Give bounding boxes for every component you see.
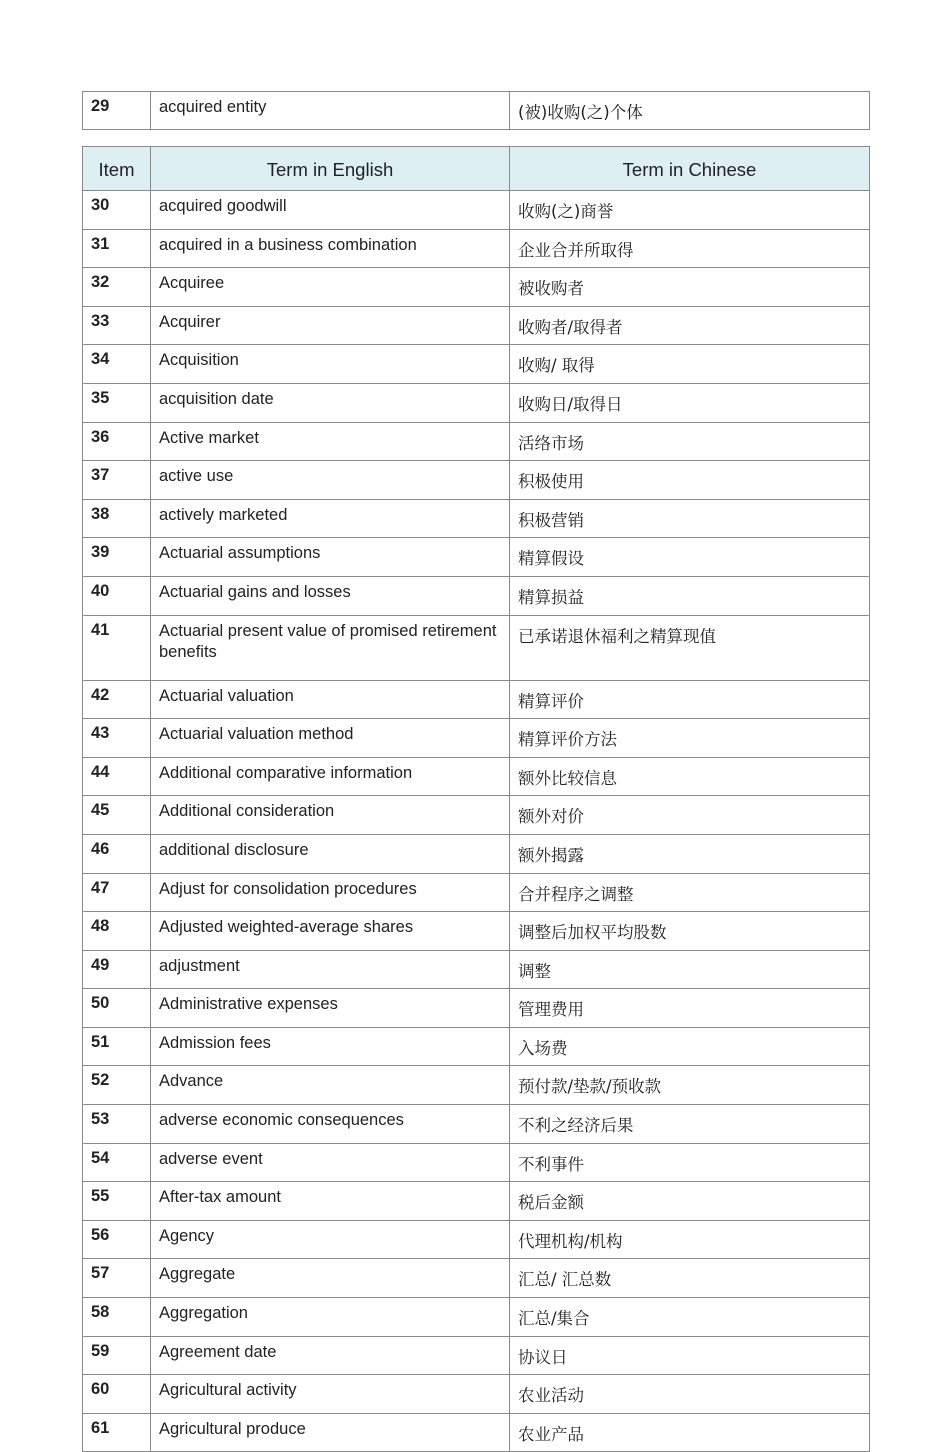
table-header-row bbox=[83, 147, 870, 191]
term-chinese: 管理费用 bbox=[510, 989, 870, 1028]
table-row bbox=[83, 615, 870, 680]
term-english: additional disclosure bbox=[151, 834, 510, 873]
term-english: acquired goodwill bbox=[151, 191, 510, 230]
item-number: 58 bbox=[83, 1298, 151, 1337]
term-chinese: 预付款/垫款/预收款 bbox=[510, 1066, 870, 1105]
term-chinese: 合并程序之调整 bbox=[510, 873, 870, 912]
term-chinese: 代理机构/机构 bbox=[510, 1220, 870, 1259]
term-english: Acquisition bbox=[151, 345, 510, 384]
term-english: Additional consideration bbox=[151, 796, 510, 835]
item-number: 60 bbox=[83, 1375, 151, 1414]
item-number: 32 bbox=[83, 268, 151, 307]
table-row bbox=[83, 950, 870, 989]
term-english: Aggregate bbox=[151, 1259, 510, 1298]
term-english: Agency bbox=[151, 1220, 510, 1259]
term-english: Actuarial assumptions bbox=[151, 538, 510, 577]
term-chinese: 活络市场 bbox=[510, 422, 870, 461]
term-chinese: 企业合并所取得 bbox=[510, 229, 870, 268]
term-english: Aggregation bbox=[151, 1298, 510, 1337]
term-chinese: 额外对价 bbox=[510, 796, 870, 835]
item-number: 39 bbox=[83, 538, 151, 577]
table-row bbox=[83, 345, 870, 384]
table-row bbox=[83, 989, 870, 1028]
item-number: 34 bbox=[83, 345, 151, 384]
term-chinese: 汇总/ 汇总数 bbox=[510, 1259, 870, 1298]
term-english: Agreement date bbox=[151, 1336, 510, 1375]
term-chinese: 精算评价 bbox=[510, 680, 870, 719]
table-row bbox=[83, 719, 870, 758]
table-row bbox=[83, 1220, 870, 1259]
term-english: Acquirer bbox=[151, 306, 510, 345]
table-row bbox=[83, 1259, 870, 1298]
table-row bbox=[83, 1105, 870, 1144]
term-chinese: 额外比较信息 bbox=[510, 757, 870, 796]
term-english: actively marketed bbox=[151, 499, 510, 538]
table-row bbox=[83, 1298, 870, 1337]
item-number: 38 bbox=[83, 499, 151, 538]
table-row bbox=[83, 1143, 870, 1182]
item-number: 30 bbox=[83, 191, 151, 230]
item-number: 46 bbox=[83, 834, 151, 873]
table-row bbox=[83, 757, 870, 796]
term-english: Adjusted weighted-average shares bbox=[151, 912, 510, 951]
term-english: Additional comparative information bbox=[151, 757, 510, 796]
item-number: 59 bbox=[83, 1336, 151, 1375]
item-number: 51 bbox=[83, 1027, 151, 1066]
term-english: Actuarial gains and losses bbox=[151, 576, 510, 615]
item-number: 40 bbox=[83, 576, 151, 615]
table-row bbox=[83, 461, 870, 500]
term-english: Admission fees bbox=[151, 1027, 510, 1066]
term-chinese: 精算评价方法 bbox=[510, 719, 870, 758]
term-english: adjustment bbox=[151, 950, 510, 989]
table-row bbox=[83, 383, 870, 422]
table-row bbox=[83, 1066, 870, 1105]
term-english: Actuarial present value of promised retirement benefits bbox=[151, 615, 510, 680]
item-number: 44 bbox=[83, 757, 151, 796]
table-row bbox=[83, 1182, 870, 1221]
table-row bbox=[83, 306, 870, 345]
item-number: 42 bbox=[83, 680, 151, 719]
item-number: 45 bbox=[83, 796, 151, 835]
item-number: 52 bbox=[83, 1066, 151, 1105]
item-number: 36 bbox=[83, 422, 151, 461]
item-number: 50 bbox=[83, 989, 151, 1028]
term-chinese: 调整 bbox=[510, 950, 870, 989]
glossary-table bbox=[82, 146, 870, 1452]
table-row bbox=[83, 576, 870, 615]
table-row bbox=[83, 422, 870, 461]
term-english: Actuarial valuation bbox=[151, 680, 510, 719]
term-english: Administrative expenses bbox=[151, 989, 510, 1028]
item-number: 31 bbox=[83, 229, 151, 268]
item-number: 54 bbox=[83, 1143, 151, 1182]
term-chinese: 不利事件 bbox=[510, 1143, 870, 1182]
table-row bbox=[83, 268, 870, 307]
item-number: 33 bbox=[83, 306, 151, 345]
term-english: acquired entity bbox=[151, 92, 510, 130]
glossary-rows bbox=[83, 191, 870, 1452]
term-english: acquisition date bbox=[151, 383, 510, 422]
term-english: Advance bbox=[151, 1066, 510, 1105]
term-english: adverse event bbox=[151, 1143, 510, 1182]
item-number: 47 bbox=[83, 873, 151, 912]
term-chinese: 收购者/取得者 bbox=[510, 306, 870, 345]
term-chinese: 农业活动 bbox=[510, 1375, 870, 1414]
table-row bbox=[83, 912, 870, 951]
table-row bbox=[83, 873, 870, 912]
term-english: adverse economic consequences bbox=[151, 1105, 510, 1144]
item-number: 35 bbox=[83, 383, 151, 422]
header-term-chinese: Term in Chinese bbox=[510, 147, 870, 191]
term-chinese: (被)收购(之)个体 bbox=[510, 92, 870, 130]
term-english: active use bbox=[151, 461, 510, 500]
item-number: 56 bbox=[83, 1220, 151, 1259]
term-chinese: 收购(之)商誉 bbox=[510, 191, 870, 230]
term-english: Actuarial valuation method bbox=[151, 719, 510, 758]
item-number: 41 bbox=[83, 615, 151, 680]
term-english: Acquiree bbox=[151, 268, 510, 307]
item-number: 48 bbox=[83, 912, 151, 951]
item-number: 61 bbox=[83, 1413, 151, 1452]
term-chinese: 汇总/集合 bbox=[510, 1298, 870, 1337]
term-chinese: 入场费 bbox=[510, 1027, 870, 1066]
term-chinese: 积极营销 bbox=[510, 499, 870, 538]
term-chinese: 不利之经济后果 bbox=[510, 1105, 870, 1144]
table-row bbox=[83, 191, 870, 230]
term-chinese: 税后金额 bbox=[510, 1182, 870, 1221]
term-english: Agricultural produce bbox=[151, 1413, 510, 1452]
table-row bbox=[83, 499, 870, 538]
header-item: Item bbox=[83, 147, 151, 191]
item-number: 55 bbox=[83, 1182, 151, 1221]
table-row bbox=[83, 1413, 870, 1452]
item-number: 49 bbox=[83, 950, 151, 989]
term-chinese: 调整后加权平均股数 bbox=[510, 912, 870, 951]
header-term-english: Term in English bbox=[151, 147, 510, 191]
term-english: Active market bbox=[151, 422, 510, 461]
table-row bbox=[83, 229, 870, 268]
table-row bbox=[83, 92, 870, 130]
term-chinese: 额外揭露 bbox=[510, 834, 870, 873]
term-english: Adjust for consolidation procedures bbox=[151, 873, 510, 912]
term-chinese: 收购日/取得日 bbox=[510, 383, 870, 422]
table-row bbox=[83, 1375, 870, 1414]
term-english: acquired in a business combination bbox=[151, 229, 510, 268]
table-row bbox=[83, 1336, 870, 1375]
term-chinese: 农业产品 bbox=[510, 1413, 870, 1452]
item-number: 53 bbox=[83, 1105, 151, 1144]
term-chinese: 已承诺退休福利之精算现值 bbox=[510, 615, 870, 680]
term-chinese: 协议日 bbox=[510, 1336, 870, 1375]
table-row bbox=[83, 1027, 870, 1066]
term-chinese: 精算假设 bbox=[510, 538, 870, 577]
term-chinese: 收购/ 取得 bbox=[510, 345, 870, 384]
table-row bbox=[83, 796, 870, 835]
term-chinese: 精算损益 bbox=[510, 576, 870, 615]
item-number: 29 bbox=[83, 92, 151, 130]
term-chinese: 积极使用 bbox=[510, 461, 870, 500]
table-row bbox=[83, 834, 870, 873]
continued-row-table bbox=[82, 91, 870, 130]
item-number: 57 bbox=[83, 1259, 151, 1298]
term-chinese: 被收购者 bbox=[510, 268, 870, 307]
term-english: After-tax amount bbox=[151, 1182, 510, 1221]
table-row bbox=[83, 538, 870, 577]
item-number: 37 bbox=[83, 461, 151, 500]
item-number: 43 bbox=[83, 719, 151, 758]
term-english: Agricultural activity bbox=[151, 1375, 510, 1414]
table-row bbox=[83, 680, 870, 719]
